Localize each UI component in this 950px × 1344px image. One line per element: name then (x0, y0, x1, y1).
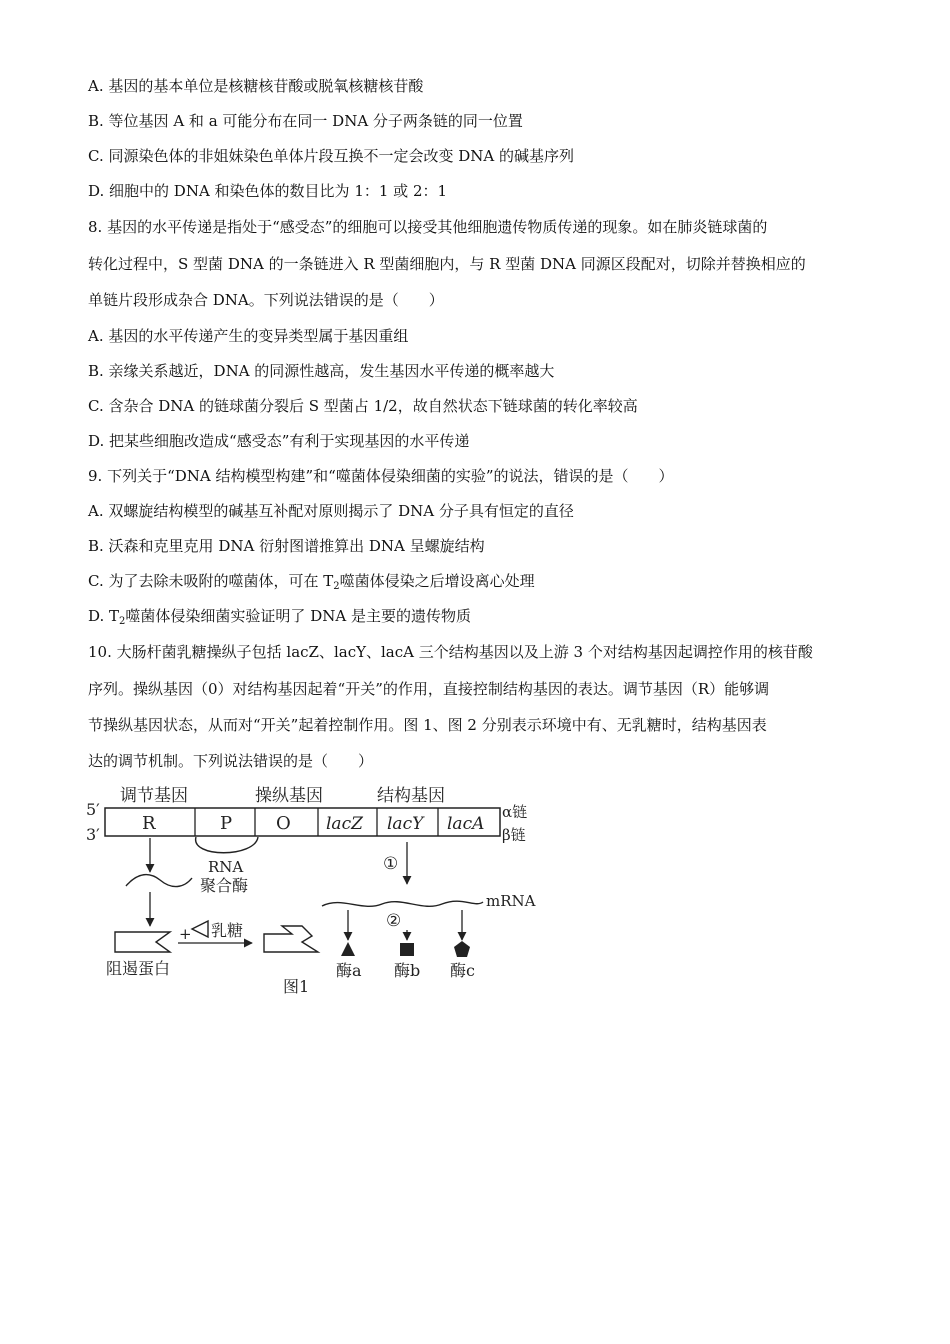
label-structural-gene: 结构基因 (377, 786, 445, 806)
q10-stem-line-2: 序列。操纵基因（0）对结构基因起着“开关”的作用，直接控制结构基因的表达。调节基因（R）能够调 (88, 680, 770, 698)
enzyme-b-square-icon (400, 943, 414, 956)
segment-o: O (276, 813, 291, 834)
label-repressor-protein: 阻遏蛋白 (106, 959, 171, 978)
label-step-2: ② (386, 911, 402, 931)
label-rna-polymerase-1: RNA (208, 858, 244, 876)
label-beta-chain: β链 (502, 826, 526, 844)
q9-option-b: B. 沃森和克里克用 DNA 衍射图谱推算出 DNA 呈螺旋结构 (88, 537, 485, 555)
label-5-prime: 5′ (86, 800, 100, 819)
label-operator-gene: 操纵基因 (255, 786, 323, 806)
q7-option-a: A. 基因的基本单位是核糖核苷酸或脱氧核糖核苷酸 (88, 77, 424, 95)
q8-stem-line-3: 单链片段形成杂合 DNA。下列说法错误的是（ ） (88, 291, 444, 309)
label-3-prime: 3′ (86, 825, 100, 844)
label-enzyme-c: 酶c (450, 961, 475, 980)
repressor-protein-shape (115, 932, 170, 952)
q10-stem-line-3: 节操纵基因状态，从而对“开关”起着控制作用。图 1、图 2 分别表示环境中有、无乳糖时，结构基因表 (88, 716, 767, 734)
dna-segment-box (105, 808, 500, 836)
label-enzyme-b: 酶b (394, 961, 421, 980)
segment-lacz: lacZ (326, 814, 363, 834)
q9-stem: 9. 下列关于“DNA 结构模型构建”和“噬菌体侵染细菌的实验”的说法，错误的是（ ） (88, 467, 674, 485)
label-step-1: ① (383, 854, 399, 874)
q10-stem-line-4: 达的调节机制。下列说法错误的是（ ） (88, 752, 374, 770)
q9-option-d: D. $T_2$噬菌体侵染细菌实验证明了 DNA 是主要的遗传物质 (88, 607, 471, 627)
regulator-mrna-wave (126, 875, 192, 887)
label-enzyme-a: 酶a (336, 961, 362, 980)
label-regulator-gene: 调节基因 (120, 786, 188, 806)
q8-option-c: C. 含杂合 DNA 的链球菌分裂后 S 型菌占 1/2，故自然状态下链球菌的转化率较高 (88, 397, 638, 415)
enzyme-a-triangle-icon (341, 942, 355, 956)
q8-stem-line-2: 转化过程中，S 型菌 DNA 的一条链进入 R 型菌细胞内，与 R 型菌 DNA 同源区段配对，切除并替换相应的 (88, 255, 806, 273)
segment-laca: lacA (447, 814, 485, 834)
inactive-repressor-shape (264, 926, 318, 952)
plus-sign: + (179, 925, 192, 943)
lactose-shape (192, 921, 208, 937)
q8-option-a: A. 基因的水平传递产生的变异类型属于基因重组 (88, 327, 409, 345)
q7-option-b: B. 等位基因 A 和 a 可能分布在同一 DNA 分子两条链的同一位置 (88, 112, 523, 130)
q8-option-b: B. 亲缘关系越近，DNA 的同源性越高，发生基因水平传递的概率越大 (88, 362, 555, 380)
q7-option-d: D. 细胞中的 DNA 和染色体的数目比为 1：1 或 2：1 (88, 182, 448, 200)
segment-lacy: lacY (387, 814, 424, 834)
q9-option-a: A. 双螺旋结构模型的碱基互补配对原则揭示了 DNA 分子具有恒定的直径 (88, 502, 574, 520)
figure-caption: 图1 (283, 977, 310, 996)
label-lactose: 乳糖 (211, 921, 244, 940)
q10-stem-line-1: 10. 大肠杆菌乳糖操纵子包括 lacZ、lacY、lacA 三个结构基因以及上游 3 个对结构基因起调控作用的核苷酸 (88, 643, 813, 661)
q9-option-c: C. 为了去除未吸附的噬菌体，可在 $T_2$噬菌体侵染之后增设离心处理 (88, 572, 535, 592)
mrna-wave (322, 901, 483, 906)
label-alpha-chain: α链 (502, 803, 528, 821)
segment-r: R (142, 813, 156, 834)
label-mrna: mRNA (486, 892, 536, 910)
figure-1-lac-operon (80, 780, 560, 1000)
rna-polymerase-shape (196, 837, 258, 853)
segment-p: P (220, 813, 233, 834)
label-rna-polymerase-2: 聚合酶 (200, 876, 249, 895)
enzyme-c-pentagon-icon (454, 941, 470, 957)
q8-option-d: D. 把某些细胞改造成“感受态”有利于实现基因的水平传递 (88, 432, 470, 450)
q7-option-c: C. 同源染色体的非姐妹染色单体片段互换不一定会改变 DNA 的碱基序列 (88, 147, 575, 165)
q8-stem-line-1: 8. 基因的水平传递是指处于“感受态”的细胞可以接受其他细胞遗传物质传递的现象。如在肺炎链球菌的 (88, 218, 768, 236)
